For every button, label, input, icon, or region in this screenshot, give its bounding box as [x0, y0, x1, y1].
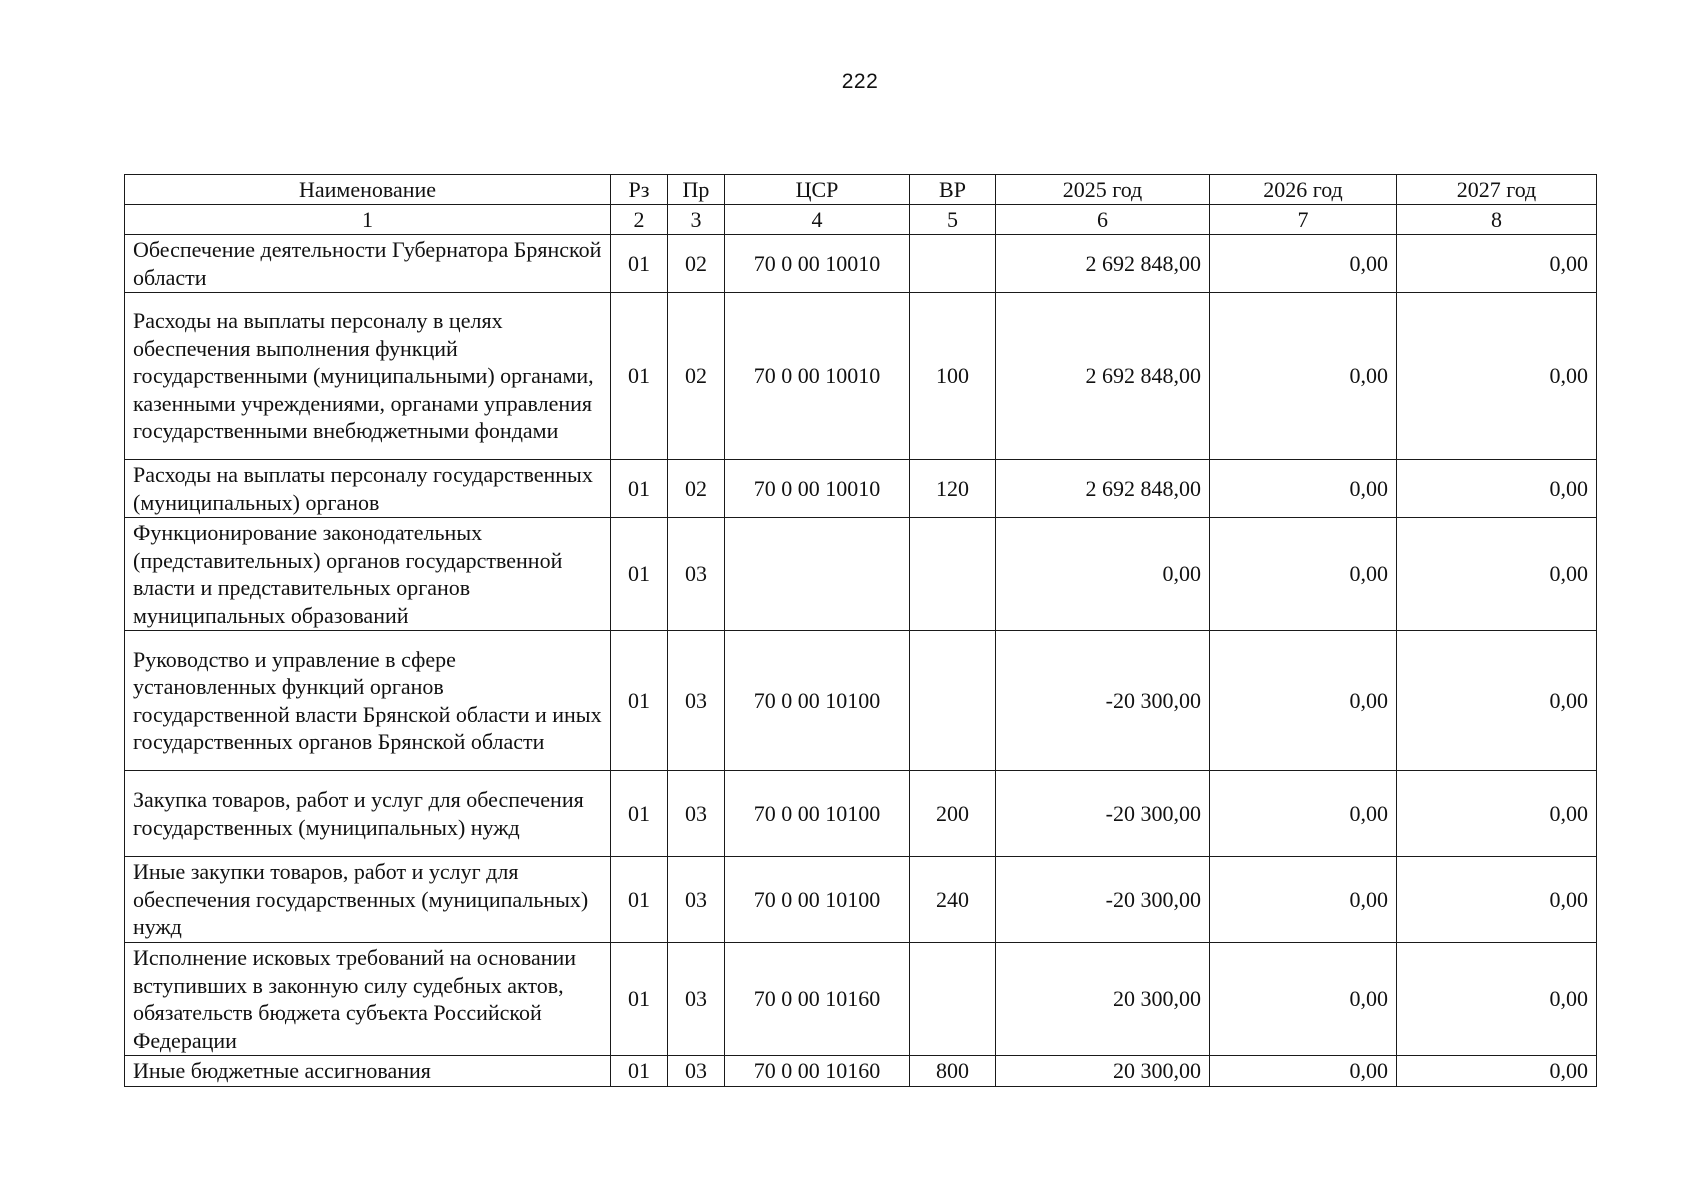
row-name: Исполнение исковых требований на основании вступивших в законную силу судебных актов, обязательств бюджета субъекта Российской Федерации: [125, 943, 611, 1056]
budget-table: [124, 174, 1597, 1087]
col-number: 4: [725, 205, 910, 235]
row-rz: 01: [611, 631, 668, 771]
header-2026: 2026 год: [1210, 175, 1397, 205]
page-number: 222: [841, 70, 879, 93]
table-row: [125, 631, 1597, 771]
row-csr: 70 0 00 10100: [725, 631, 910, 771]
row-2027: 0,00: [1397, 631, 1597, 771]
row-2027: 0,00: [1397, 235, 1597, 293]
row-pr: 03: [668, 518, 725, 631]
row-2026: 0,00: [1210, 631, 1397, 771]
table-row: [125, 943, 1597, 1056]
row-pr: 03: [668, 771, 725, 857]
row-pr: 02: [668, 460, 725, 518]
row-2026: 0,00: [1210, 235, 1397, 293]
table-row: [125, 235, 1597, 293]
row-2025: -20 300,00: [996, 857, 1210, 943]
row-vr: 100: [910, 293, 996, 460]
row-rz: 01: [611, 293, 668, 460]
table-row: [125, 460, 1597, 518]
row-pr: 03: [668, 1056, 725, 1087]
row-rz: 01: [611, 460, 668, 518]
row-rz: 01: [611, 857, 668, 943]
row-name: Иные бюджетные ассигнования: [125, 1056, 611, 1087]
row-rz: 01: [611, 235, 668, 293]
row-name: Расходы на выплаты персоналу в целях обеспечения выполнения функций государственными (муниципальными) органами, казенными учреждениями, органами управления государственными внебюджетными фондами: [125, 293, 611, 460]
table-row: [125, 857, 1597, 943]
row-2027: 0,00: [1397, 518, 1597, 631]
col-number: 1: [125, 205, 611, 235]
row-2025: 2 692 848,00: [996, 293, 1210, 460]
col-number: 3: [668, 205, 725, 235]
header-2027: 2027 год: [1397, 175, 1597, 205]
row-2026: 0,00: [1210, 460, 1397, 518]
row-rz: 01: [611, 1056, 668, 1087]
row-name: Иные закупки товаров, работ и услуг для обеспечения государственных (муниципальных) нужд: [125, 857, 611, 943]
row-pr: 02: [668, 235, 725, 293]
row-2027: 0,00: [1397, 943, 1597, 1056]
row-name: Обеспечение деятельности Губернатора Брянской области: [125, 235, 611, 293]
row-2026: 0,00: [1210, 518, 1397, 631]
row-rz: 01: [611, 771, 668, 857]
col-number: 6: [996, 205, 1210, 235]
row-2026: 0,00: [1210, 857, 1397, 943]
header-rz: Рз: [611, 175, 668, 205]
row-pr: 03: [668, 857, 725, 943]
row-csr: 70 0 00 10160: [725, 943, 910, 1056]
table-row: [125, 518, 1597, 631]
col-number: 5: [910, 205, 996, 235]
row-name: Расходы на выплаты персоналу государственных (муниципальных) органов: [125, 460, 611, 518]
row-rz: 01: [611, 518, 668, 631]
row-vr: [910, 518, 996, 631]
row-2025: 2 692 848,00: [996, 235, 1210, 293]
row-vr: 800: [910, 1056, 996, 1087]
header-pr: Пр: [668, 175, 725, 205]
row-2025: -20 300,00: [996, 631, 1210, 771]
row-2025: 20 300,00: [996, 943, 1210, 1056]
row-2026: 0,00: [1210, 943, 1397, 1056]
row-2026: 0,00: [1210, 293, 1397, 460]
row-rz: 01: [611, 943, 668, 1056]
row-pr: 03: [668, 631, 725, 771]
row-pr: 02: [668, 293, 725, 460]
row-csr: 70 0 00 10010: [725, 235, 910, 293]
row-2025: -20 300,00: [996, 771, 1210, 857]
row-name: Закупка товаров, работ и услуг для обеспечения государственных (муниципальных) нужд: [125, 771, 611, 857]
row-2027: 0,00: [1397, 293, 1597, 460]
row-2025: 0,00: [996, 518, 1210, 631]
row-2027: 0,00: [1397, 771, 1597, 857]
row-name: Функционирование законодательных (представительных) органов государственной власти и представительных органов муниципальных образований: [125, 518, 611, 631]
col-number: 8: [1397, 205, 1597, 235]
row-vr: 200: [910, 771, 996, 857]
row-2027: 0,00: [1397, 857, 1597, 943]
row-vr: [910, 631, 996, 771]
header-row: [125, 175, 1597, 205]
row-2025: 20 300,00: [996, 1056, 1210, 1087]
header-csr: ЦСР: [725, 175, 910, 205]
row-csr: 70 0 00 10100: [725, 771, 910, 857]
col-number: 7: [1210, 205, 1397, 235]
row-vr: [910, 943, 996, 1056]
header-vr: ВР: [910, 175, 996, 205]
row-csr: 70 0 00 10100: [725, 857, 910, 943]
header-2025: 2025 год: [996, 175, 1210, 205]
table-row: [125, 771, 1597, 857]
row-2025: 2 692 848,00: [996, 460, 1210, 518]
row-csr: 70 0 00 10010: [725, 460, 910, 518]
row-2027: 0,00: [1397, 460, 1597, 518]
row-vr: 240: [910, 857, 996, 943]
row-csr: 70 0 00 10160: [725, 1056, 910, 1087]
col-number: 2: [611, 205, 668, 235]
row-pr: 03: [668, 943, 725, 1056]
table-row: [125, 293, 1597, 460]
row-2026: 0,00: [1210, 771, 1397, 857]
column-number-row: [125, 205, 1597, 235]
row-2026: 0,00: [1210, 1056, 1397, 1087]
row-csr: [725, 518, 910, 631]
row-vr: 120: [910, 460, 996, 518]
row-name: Руководство и управление в сфере установленных функций органов государственной власти Брянской области и иных государственных органов Брянской области: [125, 631, 611, 771]
row-2027: 0,00: [1397, 1056, 1597, 1087]
row-vr: [910, 235, 996, 293]
row-csr: 70 0 00 10010: [725, 293, 910, 460]
header-name: Наименование: [125, 175, 611, 205]
table-row: [125, 1056, 1597, 1087]
